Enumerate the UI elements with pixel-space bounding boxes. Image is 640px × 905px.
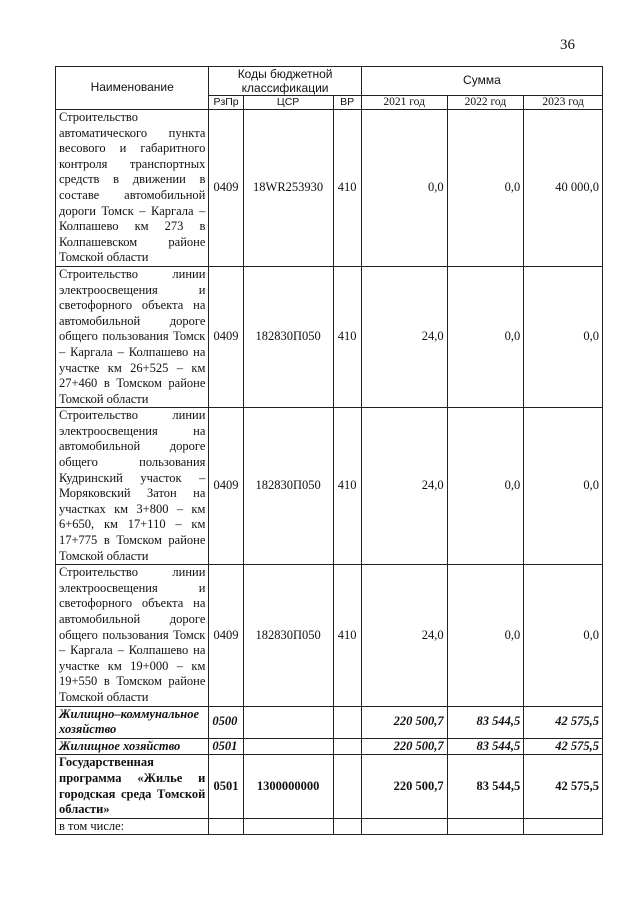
row-vr (333, 818, 361, 835)
row-sum-2023: 0,0 (524, 266, 603, 407)
row-vr (333, 755, 361, 818)
row-vr: 410 (333, 110, 361, 267)
header-name: Наименование (56, 67, 209, 110)
header-year-2023: 2023 год (524, 96, 603, 110)
header-csr: ЦСР (243, 96, 333, 110)
row-sum-2022: 0,0 (447, 408, 524, 565)
row-sum-2023: 42 575,5 (524, 755, 603, 818)
header-year-2021: 2021 год (361, 96, 447, 110)
row-name: Строительство линии электроосвещения на автомобильной дороге общего пользования Кудринский участок – Моряковский Затон на участках км 3+800 – км 6+650, км 17+110 – км 17+775 в Томском районе Томской области (56, 408, 209, 565)
row-name: Государственная программа «Жилье и городская среда Томской области» (56, 755, 209, 818)
row-sum-2022: 0,0 (447, 266, 524, 407)
row-sum-2022: 0,0 (447, 110, 524, 267)
row-sum-2023: 42 575,5 (524, 706, 603, 738)
row-rzpr: 0501 (209, 738, 243, 755)
header-sum: Сумма (361, 67, 602, 96)
row-csr (243, 818, 333, 835)
row-sum-2022: 83 544,5 (447, 738, 524, 755)
row-csr: 182830П050 (243, 266, 333, 407)
row-sum-2022 (447, 818, 524, 835)
table-row-subsection (56, 738, 603, 755)
row-csr: 1300000000 (243, 755, 333, 818)
row-csr (243, 706, 333, 738)
row-name: Строительство линии электроосвещения и светофорного объекта на автомобильной дороге общего пользования Томск – Каргала – Колпашево на участке км 26+525 – км 27+460 в Томском районе Томской области (56, 266, 209, 407)
row-sum-2021: 24,0 (361, 266, 447, 407)
row-sum-2023: 42 575,5 (524, 738, 603, 755)
row-vr (333, 738, 361, 755)
header-year-2022: 2022 год (447, 96, 524, 110)
row-csr: 18WR253930 (243, 110, 333, 267)
row-sum-2021: 24,0 (361, 565, 447, 706)
page-number: 36 (560, 37, 575, 53)
row-sum-2021: 220 500,7 (361, 706, 447, 738)
row-rzpr: 0500 (209, 706, 243, 738)
table-row (56, 565, 603, 706)
row-rzpr: 0409 (209, 266, 243, 407)
row-csr (243, 738, 333, 755)
row-sum-2021 (361, 818, 447, 835)
row-csr: 182830П050 (243, 408, 333, 565)
table-row-section (56, 706, 603, 738)
budget-table (55, 66, 603, 835)
row-sum-2022: 83 544,5 (447, 706, 524, 738)
row-name: Жилищное хозяйство (56, 738, 209, 755)
row-sum-2021: 220 500,7 (361, 755, 447, 818)
row-sum-2023: 0,0 (524, 408, 603, 565)
row-name: Строительство линии электроосвещения и светофорного объекта на автомобильной дороге общего пользования Томск – Каргала – Колпашево на участке км 19+000 – км 19+550 в Томском районе Томской области (56, 565, 209, 706)
row-vr: 410 (333, 266, 361, 407)
header-vr: ВР (333, 96, 361, 110)
row-name: в том числе: (56, 818, 209, 835)
row-vr (333, 706, 361, 738)
row-sum-2022: 83 544,5 (447, 755, 524, 818)
row-sum-2023 (524, 818, 603, 835)
row-rzpr (209, 818, 243, 835)
row-csr: 182830П050 (243, 565, 333, 706)
row-rzpr: 0409 (209, 110, 243, 267)
header-rzpr: РзПр (209, 96, 243, 110)
table-row (56, 110, 603, 267)
row-sum-2022: 0,0 (447, 565, 524, 706)
row-vr: 410 (333, 565, 361, 706)
row-vr: 410 (333, 408, 361, 565)
table-row (56, 266, 603, 407)
row-sum-2021: 0,0 (361, 110, 447, 267)
table-row (56, 818, 603, 835)
row-sum-2023: 0,0 (524, 565, 603, 706)
row-name: Жилищно–коммунальное хозяйство (56, 706, 209, 738)
row-rzpr: 0409 (209, 408, 243, 565)
table-row (56, 408, 603, 565)
header-codes: Коды бюджетной классификации (209, 67, 361, 96)
row-name: Строительство автоматического пункта весового и габаритного контроля транспортных средств в движении в составе автомобильной дороги Томск – Каргала – Колпашево км 273 в Колпашевском районе Томской области (56, 110, 209, 267)
row-rzpr: 0409 (209, 565, 243, 706)
row-rzpr: 0501 (209, 755, 243, 818)
row-sum-2021: 220 500,7 (361, 738, 447, 755)
table-row-program (56, 755, 603, 818)
header-row-main (56, 67, 603, 96)
row-sum-2023: 40 000,0 (524, 110, 603, 267)
row-sum-2021: 24,0 (361, 408, 447, 565)
